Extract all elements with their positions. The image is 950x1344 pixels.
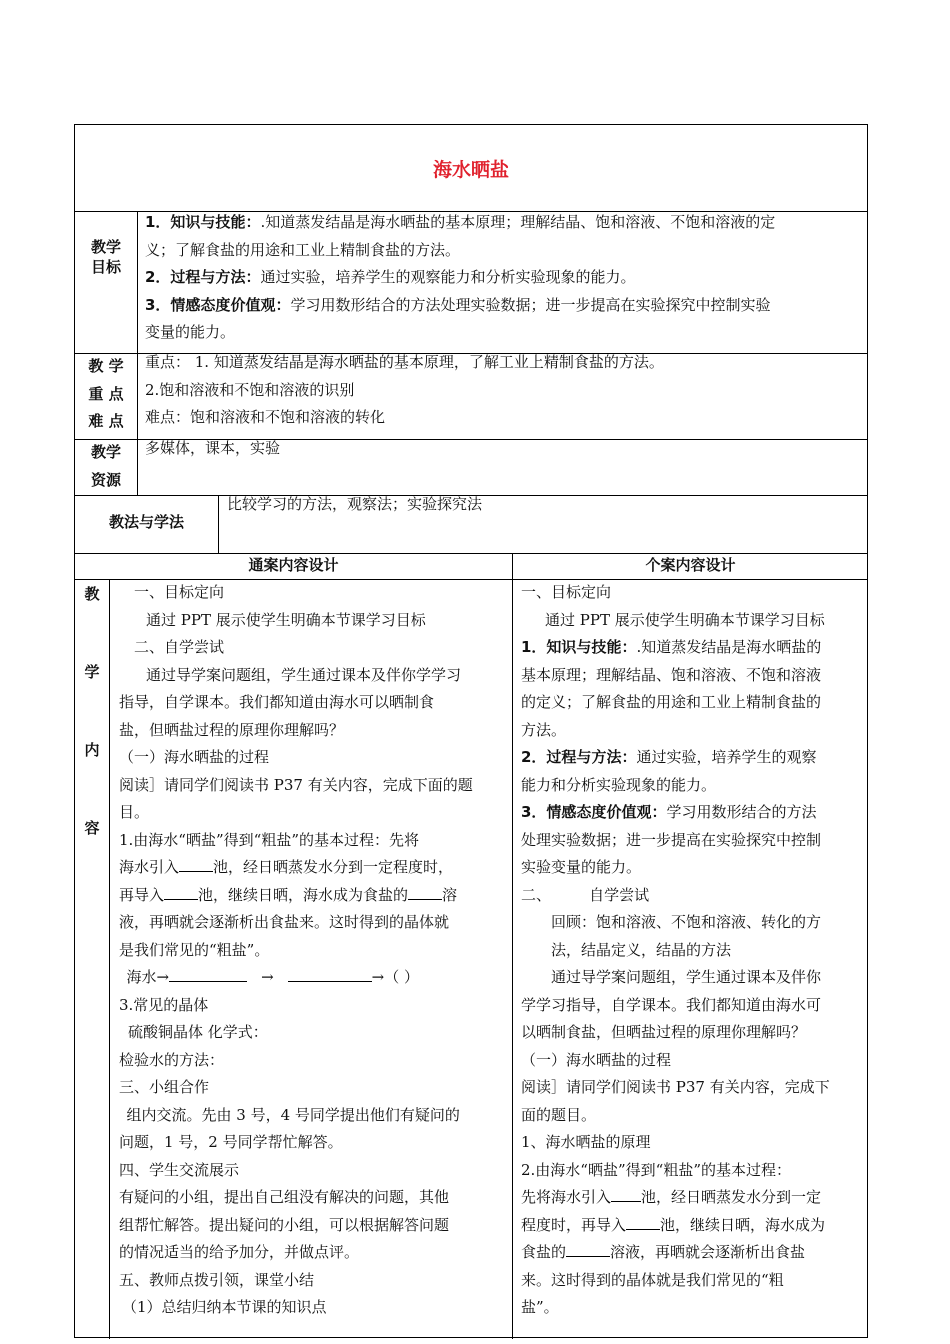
content-text: .知道蒸发结晶是海水晒盐的 [636,638,822,656]
content-line: 的情况适当的给予加分，并做点评。 [119,1243,360,1261]
resources-label-line2: 资源 [90,470,121,489]
content-line: 液，再晒就会逐渐析出食盐来。这时得到的晶体就 [119,913,450,931]
flow-arrow: → [261,968,274,986]
content-text: 海水引入 [119,858,180,876]
content-line: 通过 PPT 展示使学生明确本节课学习目标 [545,610,825,629]
section-heading: 一、目标定向 [134,583,225,601]
process-heading: 2．过程与方法： [145,268,261,286]
section-heading: 五、教师点拨引领，课堂小结 [119,1270,315,1289]
side-label-char: 学 [84,663,100,681]
fill-blank[interactable] [611,1187,641,1202]
content-line: 硫酸铜晶体 化学式： [128,1023,268,1041]
keypoints-label [75,353,137,436]
fill-blank[interactable] [164,885,198,900]
content-line: 盐”。 [521,1298,559,1316]
common-design-header: 通案内容设计 [248,556,339,574]
content-line: 通过导学案问题组，学生通过课本及伴你学学习 [146,665,462,684]
emotion-heading: 3．情感态度价值观： [521,803,667,821]
content-line: 检验水的方法： [119,1050,225,1069]
content-line: 以晒制食盐，但晒盐过程的原理你理解吗？ [521,1023,807,1041]
resources-label-line1: 教学 [90,443,121,461]
emotion-heading: 3．情感态度价值观： [145,295,291,314]
content-line: 通过导学案问题组，学生通过课本及伴你 [551,968,822,986]
side-label-char: 容 [84,819,100,837]
content-line: 目。 [119,803,150,821]
col-divider [512,553,513,1339]
content-line: 1.由海水“晒盐”得到“粗盐”的基本过程：先将 [119,830,419,849]
side-label-char: 教 [84,585,100,603]
page-title: 海水晒盐 [432,159,509,181]
difficulty-line: 难点：饱和溶液和不饱和溶液的转化 [145,408,386,426]
keypoint-line: 2.饱和溶液和不饱和溶液的识别 [145,380,355,399]
section-heading: 一、目标定向 [521,583,612,601]
flow-start: 海水→ [126,968,170,986]
common-content [119,579,507,1322]
content-line: 有疑问的小组，提出自己组没有解决的问题，其他 [119,1188,450,1206]
content-line: 处理实验数据；进一步提高在实验探究中控制 [521,830,822,849]
fill-blank[interactable] [288,967,372,982]
keypoints-label-line3: 难 点 [88,412,124,430]
content-line: 2.由海水“晒盐”得到“粗盐”的基本过程： [521,1160,791,1179]
content-line: 1、海水晒盐的原理 [521,1133,651,1151]
keypoints-content [145,349,865,432]
flow-end: →（ ） [371,968,419,986]
content-line: 组内交流。先由 3 号，4 号同学提出他们有疑问的 [126,1105,460,1124]
content-line: 3.常见的晶体 [119,995,209,1014]
section-heading: 四、学生交流展示 [119,1160,240,1179]
content-line: 阅读］请同学们阅读书 P37 有关内容，完成下面的题 [119,775,473,794]
content-text: 池，继续日晒，海水成为食盐的 [198,885,409,904]
emotion-text-cont: 变量的能力。 [145,323,236,341]
content-line: 回顾：饱和溶液、不饱和溶液、转化的方 [551,913,822,931]
knowledge-text-cont: 义；了解食盐的用途和工业上精制食盐的方法。 [145,240,461,259]
process-heading: 2．过程与方法： [521,748,637,766]
content-line: 组帮忙解答。提出疑问的小组，可以根据解答问题 [119,1215,450,1234]
content-text: 池，经日晒蒸发水分到一定 [641,1188,822,1206]
content-text: 先将海水引入 [521,1188,612,1206]
resources-label [75,439,137,494]
content-line: 面的题目。 [521,1105,597,1124]
content-text: 程度时，再导入 [521,1215,627,1234]
individual-content [521,579,863,1322]
objectives-label-line1: 教学 [90,238,121,256]
emotion-text: 学习用数形结合的方法处理实验数据；进一步提高在实验探究中控制实验 [290,295,771,314]
keypoint-line: 重点： 1. 知道蒸发结晶是海水晒盐的基本原理，了解工业上精制食盐的方法。 [145,353,664,371]
content-line: 是我们常见的“粗盐”。 [119,940,270,959]
content-text: 溶液，再晒就会逐渐析出食盐 [610,1243,806,1261]
content-line: 阅读］请同学们阅读书 P37 有关内容，完成下 [521,1078,830,1096]
fill-blank[interactable] [179,857,213,872]
knowledge-text: .知道蒸发结晶是海水晒盐的基本原理；理解结晶、饱和溶液、不饱和溶液的定 [260,213,776,231]
content-line: 问题，1 号，2 号同学帮忙解答。 [119,1133,343,1151]
content-line: 来。这时得到的晶体就是我们常见的“粗 [521,1270,784,1289]
content-line: 实验变量的能力。 [521,858,642,876]
col-divider [137,211,138,495]
section-heading: 二、自学尝试 [134,638,225,656]
lesson-plan-table [74,124,868,1338]
fill-blank[interactable] [408,885,442,900]
content-line: 指导，自学课本。我们都知道由海水可以晒制食 [119,693,435,711]
content-line: 基本原理；理解结晶、饱和溶液、不饱和溶液 [521,665,822,684]
content-text: 池，经日晒蒸发水分到一定程度时， [213,858,454,876]
process-text: 通过实验，培养学生的观察能力和分析实验现象的能力。 [260,268,636,286]
resources-text: 多媒体，课本，实验 [145,439,281,457]
content-line: 法，结晶定义，结晶的方法 [551,940,732,959]
fill-blank[interactable] [626,1215,660,1230]
subsection-heading: （一）海水晒盐的过程 [119,748,270,766]
keypoints-label-line2: 重 点 [88,384,124,403]
content-text: 再导入 [119,885,165,904]
fill-blank[interactable] [169,967,247,982]
col-divider [218,495,219,553]
individual-design-header: 个案内容设计 [645,556,736,574]
content-line: 通过 PPT 展示使学生明确本节课学习目标 [146,610,426,629]
objectives-content [145,209,867,347]
content-text: 学习用数形结合的方法 [666,803,817,821]
methods-label: 教法与学法 [108,513,184,531]
content-text: 通过实验，培养学生的观察 [636,748,817,766]
side-label-char: 内 [84,741,100,759]
content-line: 盐，但晒盐过程的原理你理解吗？ [119,720,345,739]
knowledge-heading: 1．知识与技能： [145,213,261,231]
section-heading: 二、 自学尝试 [521,885,650,904]
col-divider [109,579,110,1339]
content-text: 溶 [442,885,458,904]
fill-blank[interactable] [566,1242,610,1257]
objectives-label-line2: 目标 [90,258,121,276]
content-line: 的定义；了解食盐的用途和工业上精制食盐的 [521,693,822,711]
objectives-label [75,237,137,277]
knowledge-heading: 1．知识与技能： [521,638,637,656]
content-line: （1）总结归纳本节课的知识点 [122,1298,327,1316]
content-text: 食盐的 [521,1243,567,1261]
subsection-heading: （一）海水晒盐的过程 [521,1050,672,1069]
content-line: 能力和分析实验现象的能力。 [521,775,717,794]
content-line: 方法。 [521,720,567,739]
keypoints-label-line1: 教 学 [88,357,124,375]
section-heading: 三、小组合作 [119,1078,210,1096]
methods-text: 比较学习的方法，观察法；实验探究法 [227,495,483,513]
content-line: 学学习指导，自学课本。我们都知道由海水可 [521,995,822,1014]
content-text: 池，继续日晒，海水成为 [660,1215,826,1234]
